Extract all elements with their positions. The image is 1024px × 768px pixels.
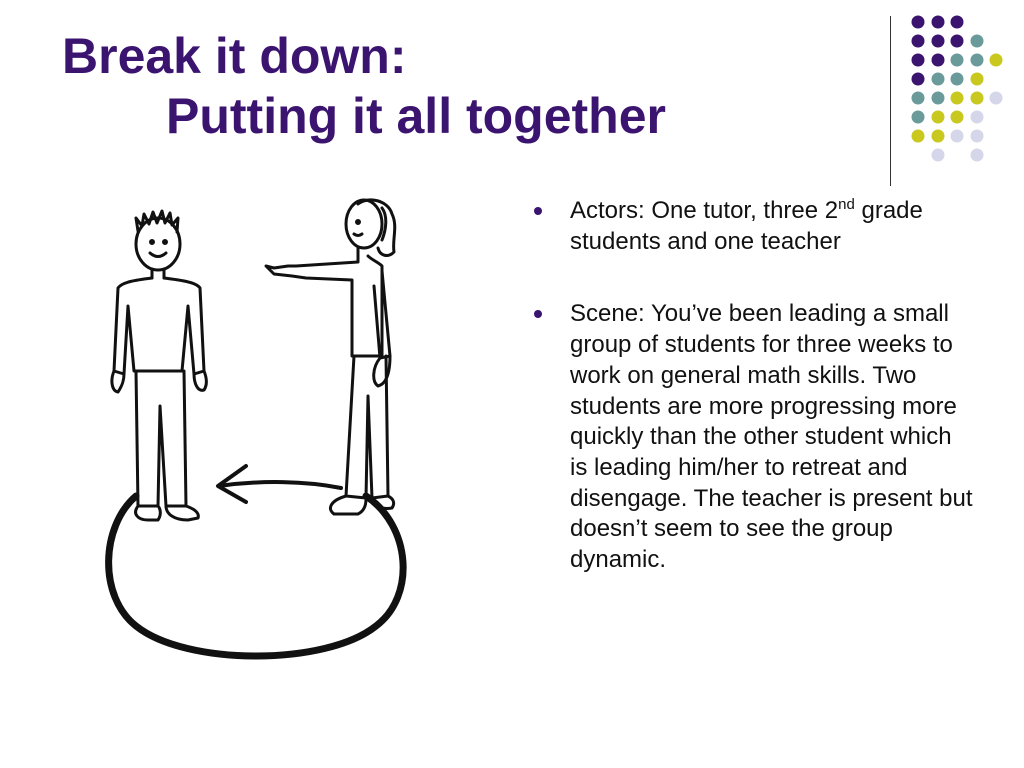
bullet-dot-icon <box>534 310 542 318</box>
title-line-1: Break it down: <box>62 28 407 84</box>
actors-superscript: nd <box>838 196 855 213</box>
pointing-figures-illustration <box>96 196 416 666</box>
dot-grid-icon <box>0 0 1024 200</box>
bullet-dot-icon <box>534 207 542 215</box>
bullet-item-actors <box>534 196 974 257</box>
arrow-icon <box>219 482 341 488</box>
bullet-list <box>534 196 974 618</box>
scene-text: Scene: You’ve been leading a small group of students for three weeks to work on general math skills. Two students are more progressing more quickly than the other student which is leading him/her to retreat and disengage. The teacher is present but doesn’t seem to see the group dynamic. <box>570 300 973 574</box>
actors-text-after: grade students and one teacher <box>570 197 923 255</box>
title-line-2: Putting it all together <box>166 88 666 144</box>
bullet-item-scene <box>534 299 974 575</box>
actors-text-before: Actors: One tutor, three 2 <box>570 197 839 224</box>
